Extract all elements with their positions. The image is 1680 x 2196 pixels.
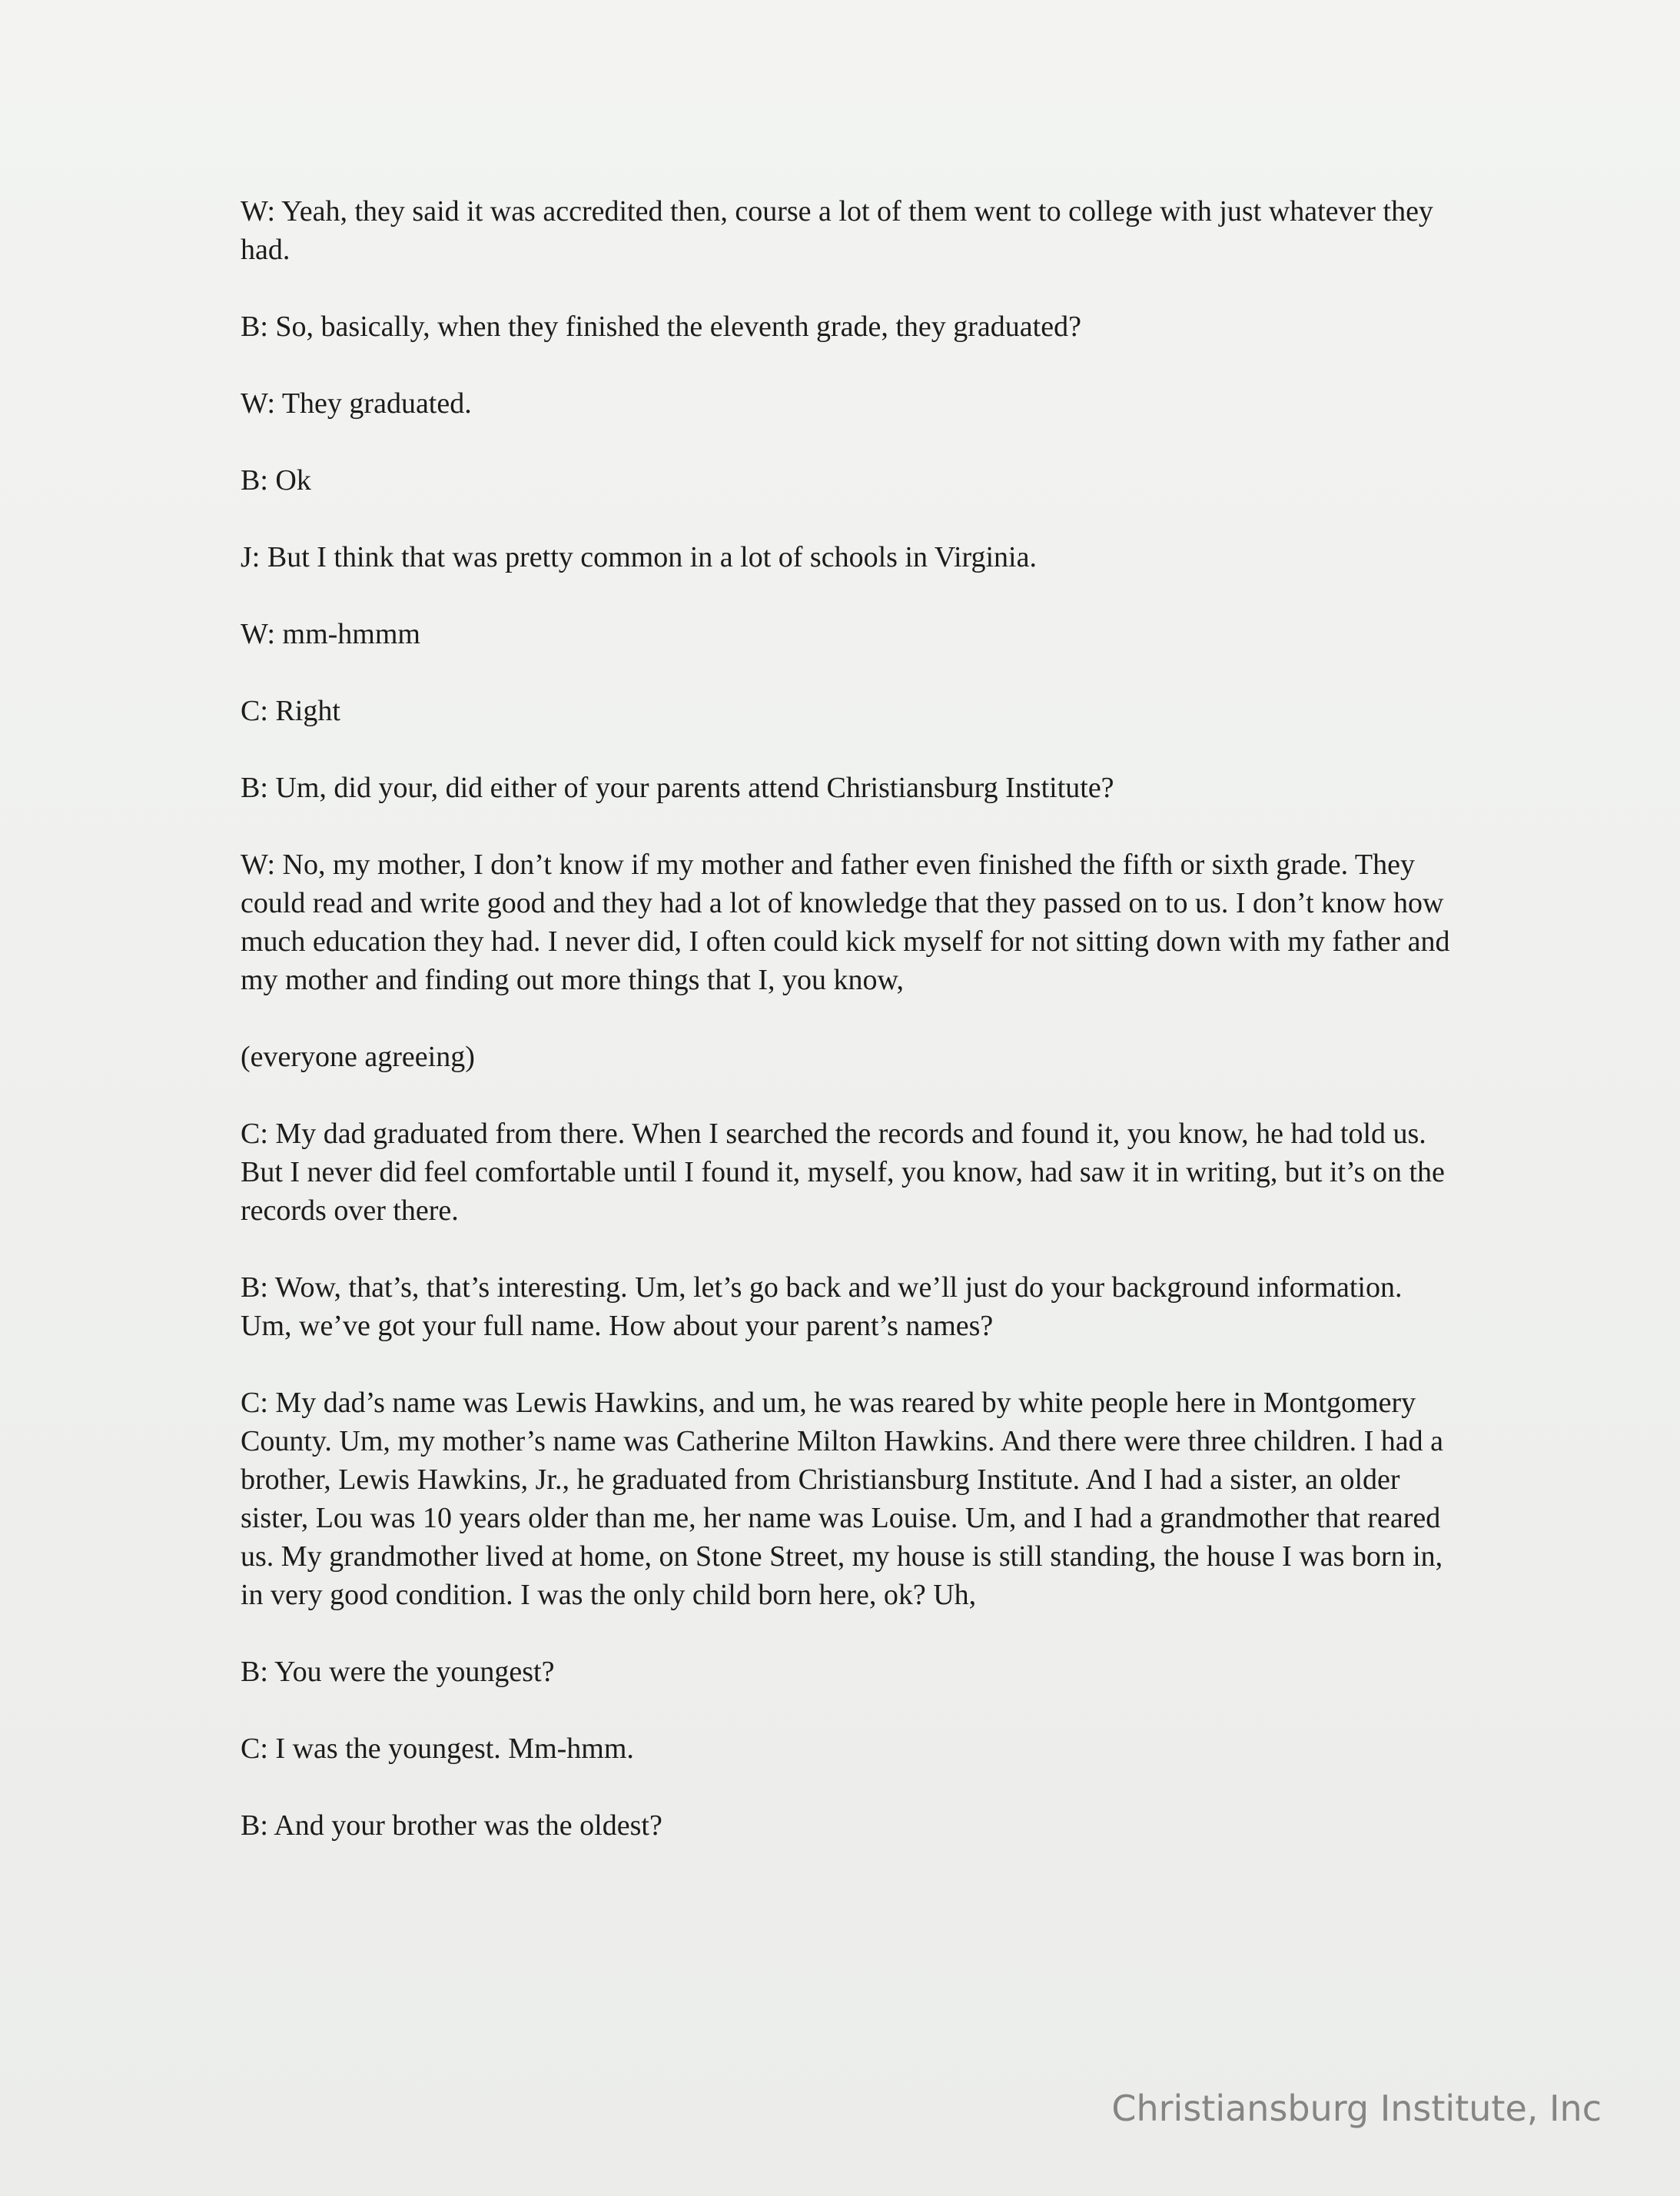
transcript-body bbox=[241, 192, 1455, 1883]
speaker-label: C : bbox=[241, 695, 275, 727]
transcript-line bbox=[241, 1729, 1455, 1768]
watermark-text: Christiansburg Institute, Inc bbox=[1111, 2088, 1602, 2129]
utterance-text: Um, did your, did either of your parents attend Christiansburg Institute? bbox=[275, 772, 1114, 804]
speaker-label: W : bbox=[241, 387, 282, 420]
utterance-text: I was the youngest. Mm-hmm. bbox=[275, 1733, 634, 1765]
transcript-line bbox=[241, 1384, 1455, 1614]
speaker-label: B : bbox=[241, 311, 275, 343]
utterance-text: They graduated. bbox=[281, 387, 472, 420]
utterance-text: So, basically, when they finished the eleventh grade, they graduated? bbox=[275, 311, 1081, 343]
transcript-line bbox=[241, 615, 1455, 653]
transcript-line bbox=[241, 538, 1455, 576]
speaker-label: B : bbox=[241, 1809, 274, 1842]
utterance-text: Ok bbox=[275, 464, 311, 497]
utterance-text: Right bbox=[275, 695, 340, 727]
speaker-label: W : bbox=[241, 849, 283, 881]
transcript-line bbox=[241, 192, 1455, 269]
speaker-label: B : bbox=[241, 772, 275, 804]
utterance-text: No, my mother, I don’t know if my mother and father even finished the fifth or sixth grade. They could read and write good and they had a lot of knowledge that they passed on to us. I don’t know how much education they had. I never did, I often could kick myself for not sitting down with my father and my mother and finding out more things that I, you know, bbox=[241, 849, 1450, 996]
transcript-line bbox=[241, 307, 1455, 346]
transcript-line bbox=[241, 384, 1455, 423]
speaker-label: C : bbox=[241, 1387, 275, 1419]
stage-note: (everyone agreeing) bbox=[241, 1041, 475, 1073]
utterance-text: But I think that was pretty common in a lot of schools in Virginia. bbox=[267, 541, 1037, 573]
speaker-label: C : bbox=[241, 1733, 275, 1765]
transcript-line bbox=[241, 461, 1455, 500]
transcript-line bbox=[241, 769, 1455, 807]
speaker-label: B : bbox=[241, 1656, 274, 1688]
transcript-line bbox=[241, 1268, 1455, 1345]
speaker-label: C : bbox=[241, 1118, 275, 1150]
speaker-label: W : bbox=[241, 195, 281, 228]
speaker-label: J : bbox=[241, 541, 267, 573]
utterance-text: Wow, that’s, that’s interesting. Um, let’s go back and we’ll just do your background information. Um, we’ve got your full name. How about your parent’s names? bbox=[241, 1271, 1403, 1342]
speaker-label: B : bbox=[241, 464, 275, 497]
transcript-line bbox=[241, 846, 1455, 999]
speaker-label: W : bbox=[241, 618, 283, 650]
utterance-text: My dad graduated from there. When I searched the records and found it, you know, he had told us. But I never did feel comfortable until I found it, myself, you know, had saw it in writing, but it’s on the records over there. bbox=[241, 1118, 1445, 1227]
utterance-text: And your brother was the oldest? bbox=[274, 1809, 662, 1842]
utterance-text: Yeah, they said it was accredited then, course a lot of them went to college with just whatever they had. bbox=[241, 195, 1433, 266]
utterance-text: You were the youngest? bbox=[274, 1656, 555, 1688]
utterance-text: My dad’s name was Lewis Hawkins, and um, he was reared by white people here in Montgomery County. Um, my mother’s name was Catherine Milton Hawkins. And there were three children. I had a brother, Lewis Hawkins, Jr., he graduated from Christiansburg Institute. And I had a sister, an older sister, Lou was 10 years older than me, her name was Louise. Um, and I had a grandmother that reared us. My grandmother lived at home, on Stone Street, my house is still standing, the house I was born in, in very good condition. I was the only child born here, ok? Uh, bbox=[241, 1387, 1443, 1611]
transcript-line bbox=[241, 692, 1455, 730]
transcript-line bbox=[241, 1115, 1455, 1230]
transcript-line bbox=[241, 1653, 1455, 1691]
speaker-label: B : bbox=[241, 1271, 275, 1304]
utterance-text: mm-hmmm bbox=[282, 618, 420, 650]
transcript-line bbox=[241, 1806, 1455, 1845]
